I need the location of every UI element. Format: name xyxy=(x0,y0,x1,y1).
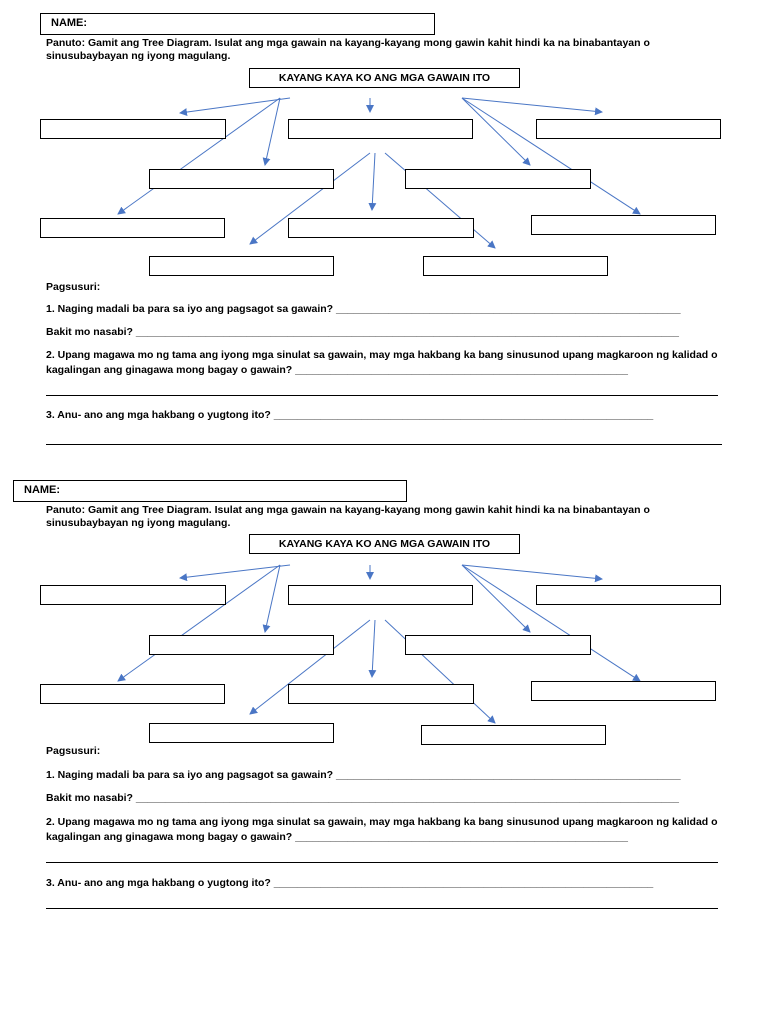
pagsusuri-label: Pagsusuri: xyxy=(46,745,101,757)
tree-answer-box[interactable] xyxy=(421,725,606,745)
tree-answer-box[interactable] xyxy=(531,215,716,235)
question-3: 3. Anu- ano ang mga hakbang o yugtong ito? _________________________________________________________________ xyxy=(46,409,654,421)
answer-line[interactable] xyxy=(46,444,722,445)
question-3: 3. Anu- ano ang mga hakbang o yugtong ito? _________________________________________________________________ xyxy=(46,877,654,889)
tree-answer-box[interactable] xyxy=(288,684,474,704)
tree-answer-box[interactable] xyxy=(149,169,334,189)
worksheet-copy-2 xyxy=(0,467,768,927)
diagram-title-box: KAYANG KAYA KO ANG MGA GAWAIN ITO xyxy=(249,68,520,88)
answer-line[interactable] xyxy=(46,395,718,396)
tree-answer-box[interactable] xyxy=(40,218,225,238)
question-1: 1. Naging madali ba para sa iyo ang pagsagot sa gawain? ___________________________________________________________ xyxy=(46,769,681,781)
tree-arrows xyxy=(0,467,768,757)
tree-answer-box[interactable] xyxy=(149,635,334,655)
answer-line[interactable] xyxy=(46,908,718,909)
pagsusuri-label: Pagsusuri: xyxy=(46,281,101,293)
tree-answer-box[interactable] xyxy=(40,119,226,139)
question-2: 2. Upang magawa mo ng tama ang iyong mga sinulat sa gawain, may mga hakbang ka bang sinusunod upang magkaroon ng kalidad o kagalingan ang ginagawa mong bagay o gawain? _________________________________________________________ xyxy=(46,816,718,843)
tree-answer-box[interactable] xyxy=(149,723,334,743)
name-label: NAME: xyxy=(51,17,88,29)
worksheet-copy-1 xyxy=(0,0,768,460)
diagram-title-box: KAYANG KAYA KO ANG MGA GAWAIN ITO xyxy=(249,534,520,554)
name-label: NAME: xyxy=(24,484,61,496)
instructions: Panuto: Gamit ang Tree Diagram. Isulat ang mga gawain na kayang-kayang mong gawin kahit hindi ka na binabantayan o sinusubaybayan ng iyong magulang. xyxy=(46,37,650,62)
tree-answer-box[interactable] xyxy=(40,585,226,605)
tree-answer-box[interactable] xyxy=(288,119,473,139)
tree-answer-box[interactable] xyxy=(531,681,716,701)
tree-answer-box[interactable] xyxy=(149,256,334,276)
tree-answer-box[interactable] xyxy=(405,635,591,655)
question-1-why: Bakit mo nasabi? _____________________________________________________________________________________________ xyxy=(46,326,679,338)
tree-answer-box[interactable] xyxy=(288,585,473,605)
tree-answer-box[interactable] xyxy=(40,684,225,704)
tree-answer-box[interactable] xyxy=(536,119,721,139)
question-1: 1. Naging madali ba para sa iyo ang pagsagot sa gawain? ___________________________________________________________ xyxy=(46,303,681,315)
tree-answer-box[interactable] xyxy=(405,169,591,189)
tree-answer-box[interactable] xyxy=(536,585,721,605)
instructions: Panuto: Gamit ang Tree Diagram. Isulat ang mga gawain na kayang-kayang mong gawin kahit hindi ka na binabantayan o sinusubaybayan ng iyong magulang. xyxy=(46,504,650,529)
answer-line[interactable] xyxy=(46,862,718,863)
question-2: 2. Upang magawa mo ng tama ang iyong mga sinulat sa gawain, may mga hakbang ka bang sinusunod upang magkaroon ng kalidad o kagalingan ang ginagawa mong bagay o gawain? _________________________________________________________ xyxy=(46,349,718,376)
question-1-why: Bakit mo nasabi? _____________________________________________________________________________________________ xyxy=(46,792,679,804)
tree-arrows xyxy=(0,0,768,290)
tree-answer-box[interactable] xyxy=(288,218,474,238)
tree-answer-box[interactable] xyxy=(423,256,608,276)
